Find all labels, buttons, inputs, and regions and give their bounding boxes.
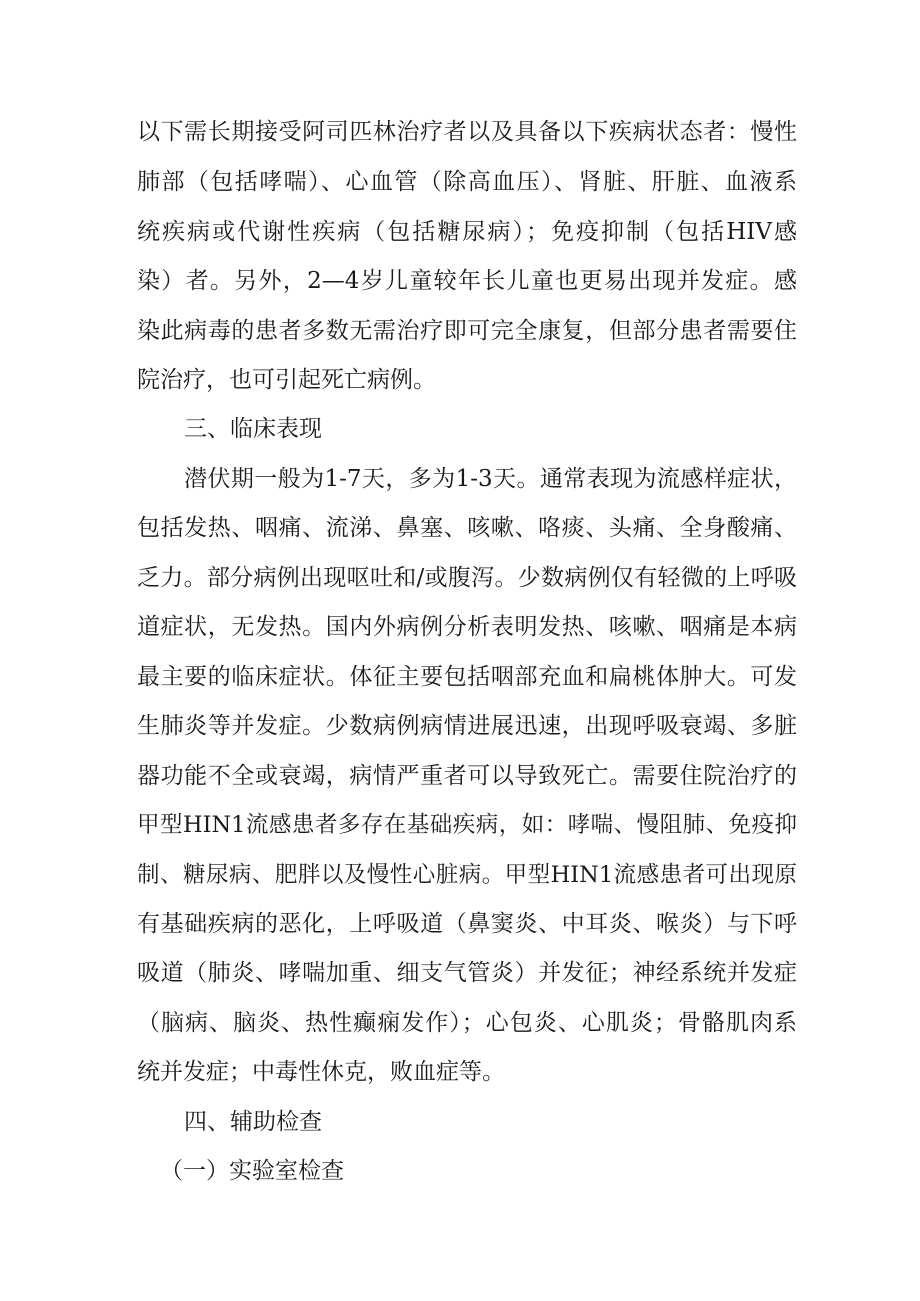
section-heading: 三、临床表现 [184,416,322,442]
body-text-line: 道症状，无发热。国内外病例分析表明发热、咳嗽、咽痛是本病 [137,614,797,640]
body-text-line: 乏力。部分病例出现呕吐和/或腹泻。少数病例仅有轻微的上呼吸 [137,565,797,591]
subsection-heading: （一）实验室检查 [160,1158,344,1184]
body-text-line: 染此病毒的患者多数无需治疗即可完全康复，但部分患者需要住 [137,318,797,344]
body-text-line: 潜伏期一般为1-7天，多为1-3天。通常表现为流感样症状， [184,466,797,492]
body-text-line: 生肺炎等并发症。少数病例病情进展迅速，出现呼吸衰竭、多脏 [137,713,797,739]
body-text-line: 以下需长期接受阿司匹林治疗者以及具备以下疾病状态者：慢性 [137,119,797,145]
body-text-line: 院治疗，也可引起死亡病例。 [137,367,436,393]
section-heading: 四、辅助检查 [184,1109,322,1135]
body-text-line: 吸道（肺炎、哮喘加重、细支气管炎）并发征；神经系统并发症 [137,960,797,986]
body-text-line: 甲型HIN1流感患者多存在基础疾病，如：哮喘、慢阻肺、免疫抑 [137,812,797,838]
body-text-line: （脑病、脑炎、热性癫痫发作）；心包炎、心肌炎；骨骼肌肉系 [137,1010,797,1036]
body-text-line: 包括发热、咽痛、流涕、鼻塞、咳嗽、咯痰、头痛、全身酸痛、 [137,515,797,541]
body-text-line: 制、糖尿病、肥胖以及慢性心脏病。甲型HIN1流感患者可出现原 [137,862,797,888]
body-text-line: 有基础疾病的恶化，上呼吸道（鼻窦炎、中耳炎、喉炎）与下呼 [137,911,797,937]
body-text-line: 肺部（包括哮喘）、心血管（除高血压）、肾脏、肝脏、血液系 [137,169,797,195]
body-text-line: 统疾病或代谢性疾病（包括糖尿病）；免疫抑制（包括HIV感 [137,219,797,245]
body-text-line: 最主要的临床症状。体征主要包括咽部充血和扁桃体肿大。可发 [137,664,797,690]
body-text-line: 器功能不全或衰竭，病情严重者可以导致死亡。需要住院治疗的 [137,763,797,789]
body-text-line: 统并发症；中毒性休克，败血症等。 [137,1059,505,1085]
body-text-line: 染）者。另外，2—4岁儿童较年长儿童也更易出现并发症。感 [137,268,797,294]
